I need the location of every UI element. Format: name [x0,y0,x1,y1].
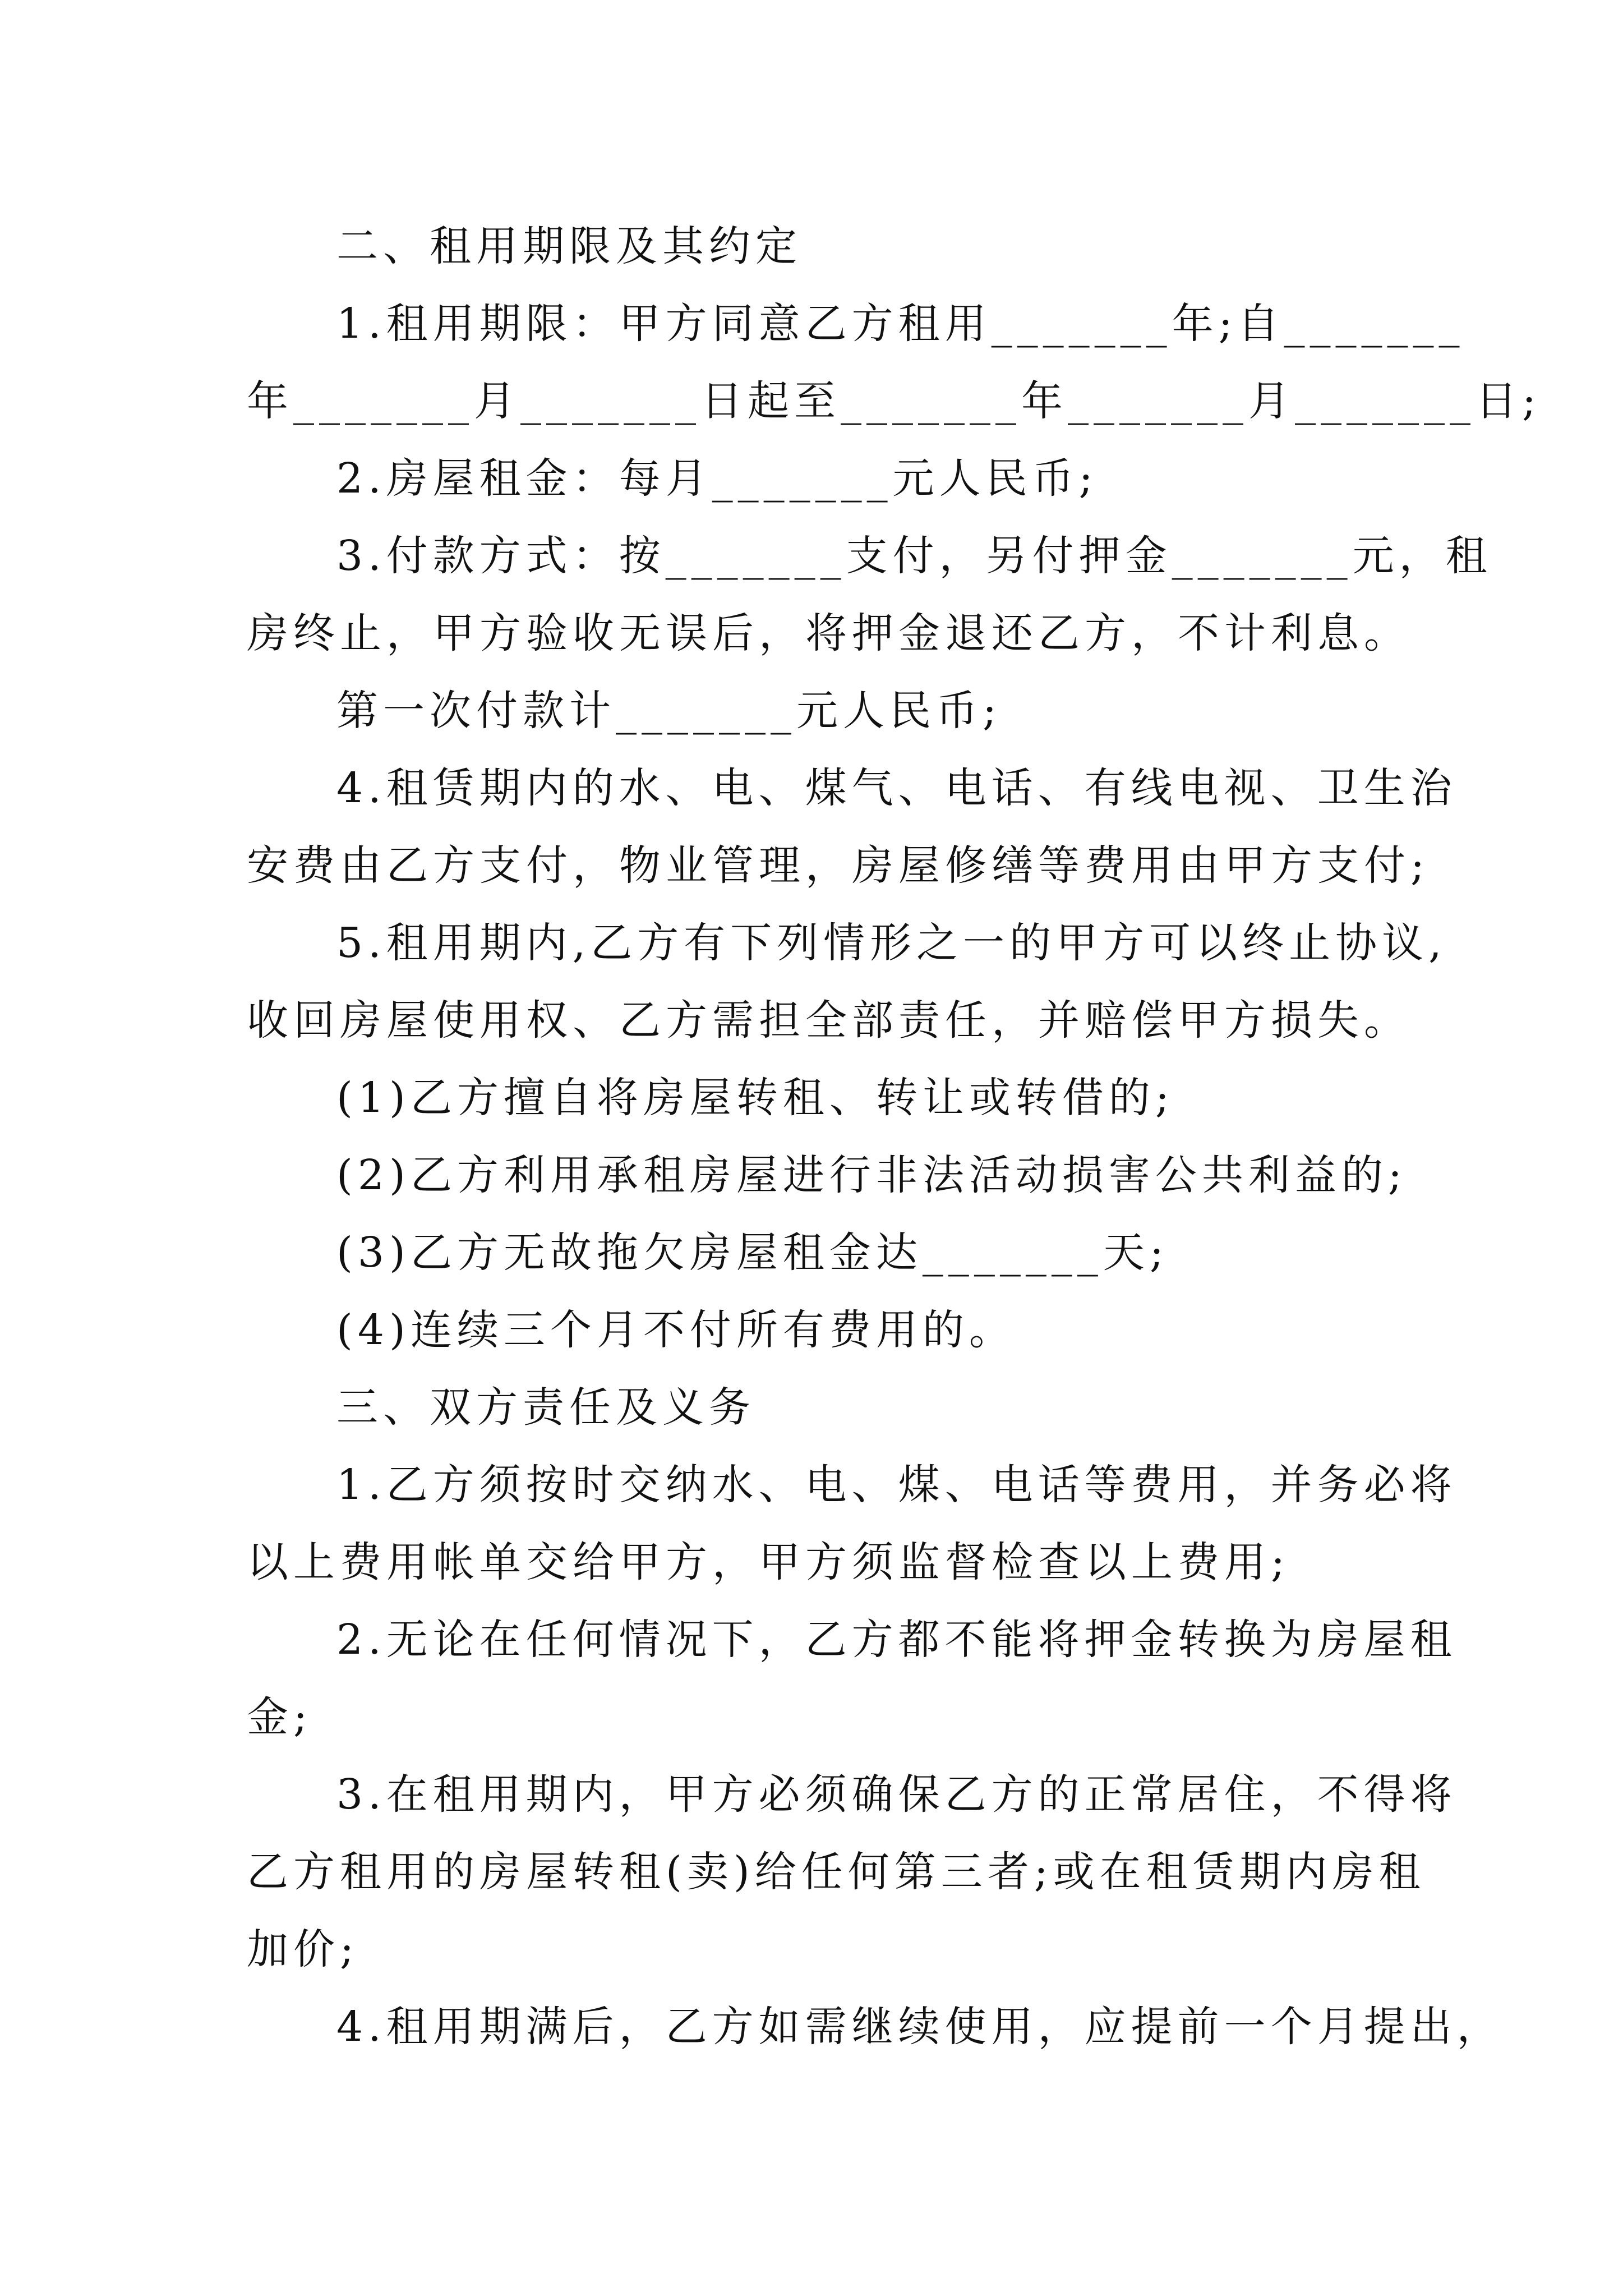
paragraph-line: 年_______月_______日起至_______年_______月_______日; [247,377,1541,425]
paragraph-line: 4.租用期满后，乙方如需继续使用，应提前一个月提出， [336,2003,1504,2051]
paragraph-line: 乙方租用的房屋转租(卖)给任何第三者;或在租赁期内房租 [247,1848,1426,1896]
section-heading: 二、租用期限及其约定 [336,222,802,270]
paragraph-line: 加价; [247,1925,359,1973]
paragraph-line: 3.付款方式：按_______支付，另付押金_______元，租 [336,532,1492,580]
paragraph-line: 1.乙方须按时交纳水、电、煤、电话等费用，并务必将 [336,1461,1457,1509]
paragraph-line: 1.租用期限：甲方同意乙方租用_______年;自_______ [336,300,1465,348]
paragraph-line: 以上费用帐单交给甲方，甲方须监督检查以上费用; [247,1538,1290,1586]
paragraph-line: 安费由乙方支付，物业管理，房屋修缮等费用由甲方支付; [247,841,1430,890]
paragraph-line: 3.在租用期内，甲方必须确保乙方的正常居住，不得将 [336,1770,1457,1819]
paragraph-line: 收回房屋使用权、乙方需担全部责任，并赔偿甲方损失。 [247,996,1410,1045]
paragraph-line: 房终止，甲方验收无误后，将押金退还乙方，不计利息。 [247,609,1410,657]
paragraph-line: 5.租用期内,乙方有下列情形之一的甲方可以终止协议, [336,919,1447,967]
list-item: (3)乙方无故拖欠房屋租金达_______天; [336,1228,1169,1277]
list-item: (2)乙方利用承租房屋进行非法活动损害公共利益的; [336,1151,1407,1199]
list-item: (4)连续三个月不付所有费用的。 [336,1306,1016,1354]
paragraph-line: 第一次付款计_______元人民币; [336,687,1002,735]
paragraph-line: 金; [247,1693,312,1741]
paragraph-line: 4.租赁期内的水、电、煤气、电话、有线电视、卫生治 [336,764,1457,812]
list-item: (1)乙方擅自将房屋转租、转让或转借的; [336,1074,1174,1122]
section-heading: 三、双方责任及义务 [336,1383,755,1432]
paragraph-line: 2.无论在任何情况下，乙方都不能将押金转换为房屋租 [336,1616,1457,1664]
paragraph-line: 2.房屋租金：每月_______元人民币; [336,454,1098,503]
